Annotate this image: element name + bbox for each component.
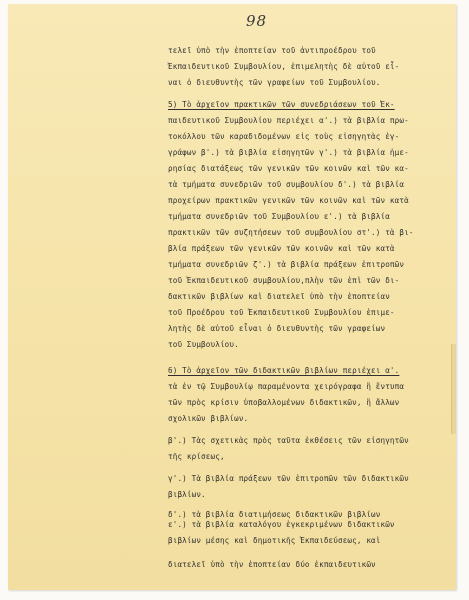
text-line: τελεῖ ὑπὸ τὴν ἐποπτείαν τοῦ ἀντιπροέδρου τοῦ [168,46,376,55]
text-line: βιβλίων μέσης καὶ δημοτικῆς Ἐκπαιδεύσεως, καὶ [168,536,381,545]
text-line: παιδευτικοῦ Συμβουλίου περιέχει α'.) τὰ βιβλία πρω- [168,116,409,125]
text-line: τῆς κρίσεως, [168,452,225,461]
section-heading-6: 6) Τὸ ἀρχεῖον τῶν διδακτικῶν βιβλίων περιέχει α'. [168,366,400,375]
text-line: ρησίας διατάξεως τῶν γενικῶν τῶν κοινῶν καὶ τῶν κα- [168,164,409,173]
text-line: τμήματα συνεδριῶν ζ'.) τὰ βιβλία πράξεων ἐπιτροπῶν [168,260,405,269]
text-line: Ἐκπαιδευτικοῦ Συμβουλίου, ἐπιμελητὴς δὲ αὐτοῦ εἶ- [168,62,400,71]
text-line: γ'.) Τὰ βιβλία πράξεων τῶν ἐπιτροπῶν τῶν διδακτικῶν [168,474,409,483]
text-line: τοῦ Ἐκπαιδευτικοῦ συμβουλίου,πλὴν τῶν ἐπὶ τῶν δι- [168,276,400,285]
page-edge-tab [451,344,456,434]
text-line: διατελεῖ ὑπὸ τὴν ἐποπτείαν δύο ἐκπαιδευτικῶν [168,560,376,569]
text-line: τοῦ Συμβουλίου. [168,340,239,349]
section-heading-5: 5) Τὸ ἀρχεῖον πρακτικῶν τῶν συνεδριάσεων τοῦ Ἐκ- [168,100,395,109]
text-line: λητὴς δὲ αὐτοῦ εἶναι ὁ διευθυντὴς τῶν γραφείων [168,324,386,333]
text-line: τὰ τμήματα συνεδριῶν τοῦ συμβουλίου δ'.) τὰ βιβλία [168,180,405,189]
text-line: πρακτικῶν τῶν συζητήσεων τοῦ συμβουλίου στ'.) τὰ βι- [168,228,414,237]
text-line: ε'.) τὰ βιβλία καταλόγου ἐγκεκριμένων διδακτικῶν [168,520,395,529]
text-line: τοῦ Προέδρου τοῦ Ἐκπαιδευτικοῦ Συμβουλίου ἐπιμε- [168,308,395,317]
text-line: γράφων β'.) τὰ βιβλία εἰσηγητῶν γ'.) τὰ βιβλία ἡμε- [168,148,409,157]
text-line: τοκόλλου τῶν καραδιδομένων εἰς τοὺς εἰσηγητὰς ἐγ- [168,132,400,141]
page-number: 98 [246,12,268,30]
text-line: τμήματα συνεδριῶν τοῦ Συμβουλίου ε'.) τὰ βιβλία [168,212,390,221]
text-line: δ'.) τὰ βιβλία διατιμήσεως διδακτικῶν βιβλίων [168,510,381,519]
text-line: τῶν πρὸς κρίσιν ὑποβαλλομένων διδακτικῶν, ἢ ἄλλων [168,398,400,407]
text-line: προχείρων πρακτικῶν γενικῶν τῶν κοινῶν καὶ τῶν κατὰ [168,196,409,205]
text-line: τὰ ἐν τῷ Συμβουλίῳ παραμένοντα χειρόγραφα ἢ ἔντυπα [168,382,405,391]
text-line: β'.) Τὰς σχετικὰς πρὸς ταῦτα ἐκθέσεις τῶν εἰσηγητῶν [168,436,409,445]
text-line: σχολικῶν βιβλίων. [168,414,249,423]
typewritten-page [8,4,456,590]
text-line: βιβλίων. [168,490,206,499]
text-line: βλία πράξεων τῶν γενικῶν τῶν κοινῶν καὶ τῶν κατὰ [168,244,395,253]
text-line: ναι ὁ διευθυντὴς τῶν γραφείων τοῦ Συμβουλίου. [168,78,381,87]
text-line: δακτικῶν βιβλίων καὶ διατελεῖ ὑπὸ τὴν ἐποπτείαν [168,292,390,301]
